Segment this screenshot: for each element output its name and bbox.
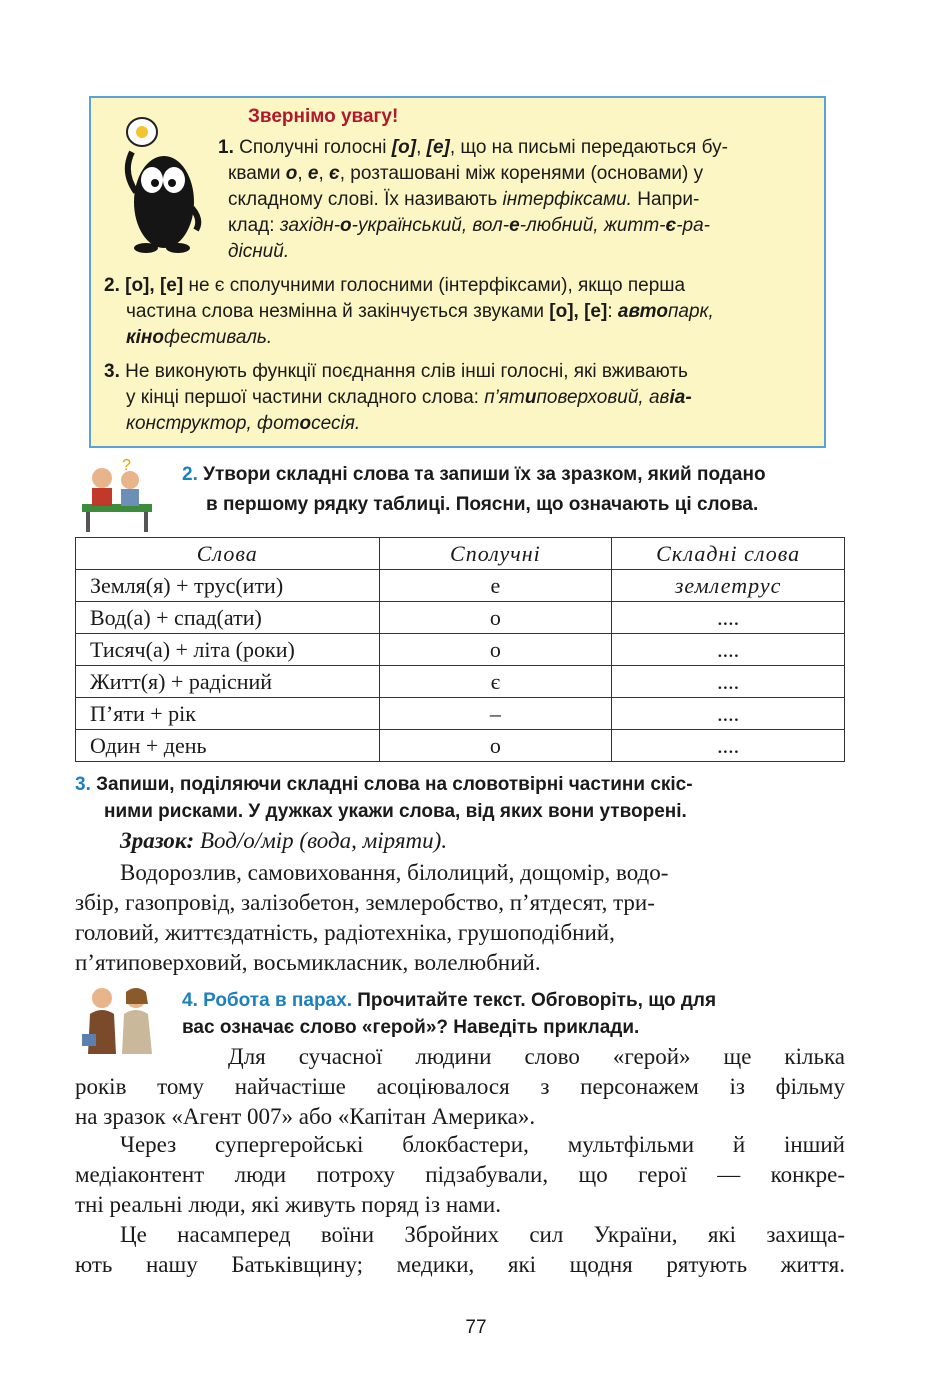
task4-line1: 4. Робота в парах. Прочитайте текст. Обговоріть, що для (182, 990, 717, 1011)
table-cell: о (379, 634, 612, 666)
table-cell: .... (612, 666, 845, 698)
task4-text-line: Це насамперед воїни Збройних сил України, які захища- (120, 1222, 845, 1247)
notice-p3-line1: 3. Не виконують функції поєднання слів інші голосні, які вживають (104, 361, 688, 382)
table-row (76, 634, 845, 666)
table-header: Сполучні (379, 538, 612, 570)
task3-text-line: Водорозлив, самовиховання, білолиций, дощомір, водо- (120, 860, 669, 885)
table-row (76, 570, 845, 602)
task4-text-line: Через супергеройські блокбастери, мультфільми й інший (120, 1132, 845, 1157)
students-thinking-icon (72, 456, 162, 534)
notice-p3-line3: конструктор, фотосесія. (126, 413, 361, 434)
table-cell: Земля(я) + трус(ити) (76, 570, 380, 602)
table-cell: .... (612, 634, 845, 666)
task4-line2: вас означає слово «герой»? Наведіть приклади. (182, 1017, 640, 1038)
task2-line1: 2. Утвори складні слова та запиши їх за зразком, який подано (182, 464, 766, 485)
task4-text-line: років тому найчастіше асоціювалося з персонажем із фільму (75, 1074, 845, 1099)
notice-p1-line2: квами о, е, є, розташовані між коренями (основами) у (228, 163, 704, 184)
table-cell: є (379, 666, 612, 698)
compound-words-table (75, 537, 845, 762)
task4-text-line: тні реальні люди, які живуть поряд із нами. (75, 1192, 501, 1217)
svg-text:?: ? (122, 457, 131, 474)
table-row (76, 602, 845, 634)
table-cell: П’яти + рік (76, 698, 380, 730)
table-header: Слова (76, 538, 380, 570)
notice-p3-line2: у кінці першої частини складного слова: п’ятиповерховий, авіа- (126, 387, 692, 408)
task4-text-line: ють нашу Батьківщину; медики, які щодня рятують життя. (75, 1252, 845, 1277)
table-cell: .... (612, 730, 845, 762)
task3-line1: 3. Запиши, поділяючи складні слова на словотвірні частини скіс- (75, 774, 693, 795)
pair-work-icon (74, 984, 166, 1056)
notice-p1-line3: складному слові. Їх називають інтерфіксами. Напри- (228, 189, 700, 210)
task3-text-line: головий, життєздатність, радіотехніка, грушоподібний, (75, 920, 615, 945)
table-cell: Вод(а) + спад(ати) (76, 602, 380, 634)
task4-text-line: Для сучасної людини слово «герой» ще кілька (228, 1044, 845, 1069)
notice-p1-line5: дісний. (228, 241, 290, 262)
table-header: Складні слова (612, 538, 845, 570)
table-cell: е (379, 570, 612, 602)
table-cell: .... (612, 698, 845, 730)
task4-text-line: на зразок «Агент 007» або «Капітан Америка». (75, 1104, 536, 1129)
notice-p2-line1: 2. [о], [е] не є сполучними голосними (інтерфіксами), якщо перша (104, 275, 686, 296)
table-row (76, 730, 845, 762)
table-cell: Тисяч(а) + літа (роки) (76, 634, 380, 666)
table-cell: землетрус (612, 570, 845, 602)
table-row (76, 666, 845, 698)
table-cell: .... (612, 602, 845, 634)
task2-line2: в першому рядку таблиці. Поясни, що означають ці слова. (206, 494, 759, 515)
table-cell: – (379, 698, 612, 730)
task3-text-line: п’ятиповерховий, восьмикласник, волелюбний. (75, 950, 541, 975)
task4-text-line: медіаконтент люди потроху підзабували, що герої — конкре- (75, 1162, 845, 1187)
notice-p1-line4: клад: західн-о-український, вол-е-любний, житт-є-ра- (228, 215, 710, 236)
table-cell: Житт(я) + радісний (76, 666, 380, 698)
task3-text-line: збір, газопровід, залізобетон, землеробство, п’ятдесят, три- (75, 890, 655, 915)
task3-line2: ними рисками. У дужках укажи слова, від яких вони утворені. (104, 801, 687, 822)
notice-p2-line3: кінофестиваль. (126, 327, 273, 348)
notice-p2-line2: частина слова незмінна й закінчується звуками [о], [е]: автопарк, (126, 301, 714, 322)
table-header-row (76, 538, 845, 570)
table-cell: о (379, 730, 612, 762)
page-number: 77 (465, 1317, 487, 1338)
table-row (76, 698, 845, 730)
table-cell: Один + день (76, 730, 380, 762)
table-cell: о (379, 602, 612, 634)
thinking-mascot-icon (112, 112, 204, 254)
notice-title: Звернімо увагу! (248, 106, 399, 127)
task3-sample: Зразок: Вод/о/мір (вода, міряти). (120, 828, 448, 853)
notice-p1-line1: 1. Сполучні голосні [о], [е], що на письмі передаються бу- (218, 137, 728, 158)
